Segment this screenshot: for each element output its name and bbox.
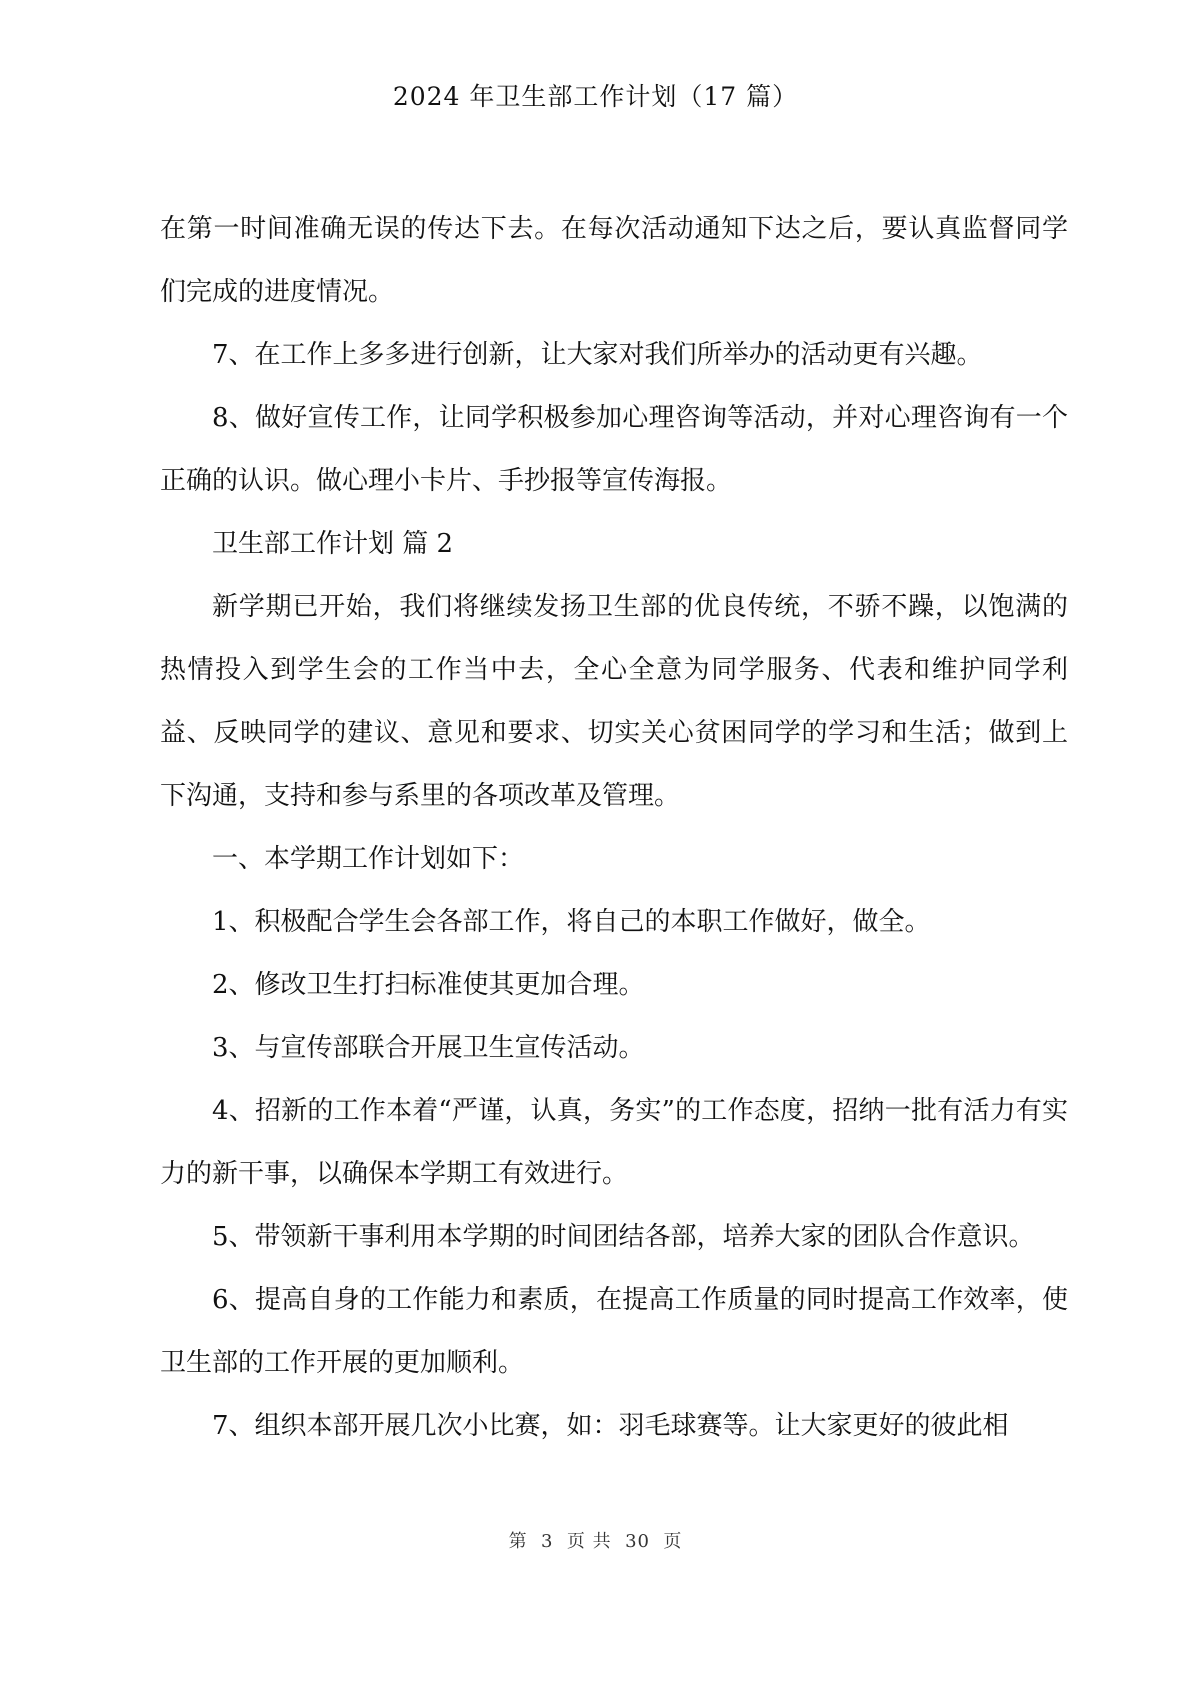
paragraph-plan-item-1: 1、积极配合学生会各部工作，将自己的本职工作做好，做全。 [212, 907, 931, 937]
paragraph-item-7: 7、在工作上多多进行创新，让大家对我们所举办的活动更有兴趣。 [212, 340, 983, 370]
paragraph-plan-item-3: 3、与宣传部联合开展卫生宣传活动。 [212, 1033, 645, 1063]
subheading-plan: 一、本学期工作计划如下： [212, 844, 525, 874]
paragraph-item-8: 8、做好宣传工作，让同学积极参加心理咨询等活动，并对心理咨询有一个正确的认识。做心理小卡片、手抄报等宣传海报。 [160, 403, 1068, 496]
paragraph-plan-item-5: 5、带领新干事利用本学期的时间团结各部，培养大家的团队合作意识。 [212, 1222, 1035, 1252]
document-body [160, 198, 1068, 1458]
paragraph-plan-item-4: 4、招新的工作本着“严谨，认真，务实”的工作态度，招纳一批有活力有实力的新干事，以确保本学期工有效进行。 [160, 1096, 1068, 1189]
paragraph-continuation: 在第一时间准确无误的传达下去。在每次活动通知下达之后，要认真监督同学们完成的进度情况。 [160, 214, 1068, 307]
section-heading-part-2: 卫生部工作计划 篇 2 [212, 529, 454, 559]
paragraph-plan-item-2: 2、修改卫生打扫标准使其更加合理。 [212, 970, 645, 1000]
paragraph-plan-item-7: 7、组织本部开展几次小比赛，如：羽毛球赛等。让大家更好的彼此相 [212, 1411, 1009, 1441]
document-title: 2024 年卫生部工作计划（17 篇） [392, 82, 799, 111]
paragraph-intro: 新学期已开始，我们将继续发扬卫生部的优良传统，不骄不躁，以饱满的热情投入到学生会的工作当中去，全心全意为同学服务、代表和维护同学利益、反映同学的建议、意见和要求、切实关心贫困同学的学习和生活；做到上下沟通，支持和参与系里的各项改革及管理。 [160, 592, 1068, 811]
page-number-footer: 第 3 页 共 30 页 [508, 1531, 683, 1552]
paragraph-plan-item-6: 6、提高自身的工作能力和素质，在提高工作质量的同时提高工作效率，使卫生部的工作开展的更加顺利。 [160, 1285, 1068, 1378]
